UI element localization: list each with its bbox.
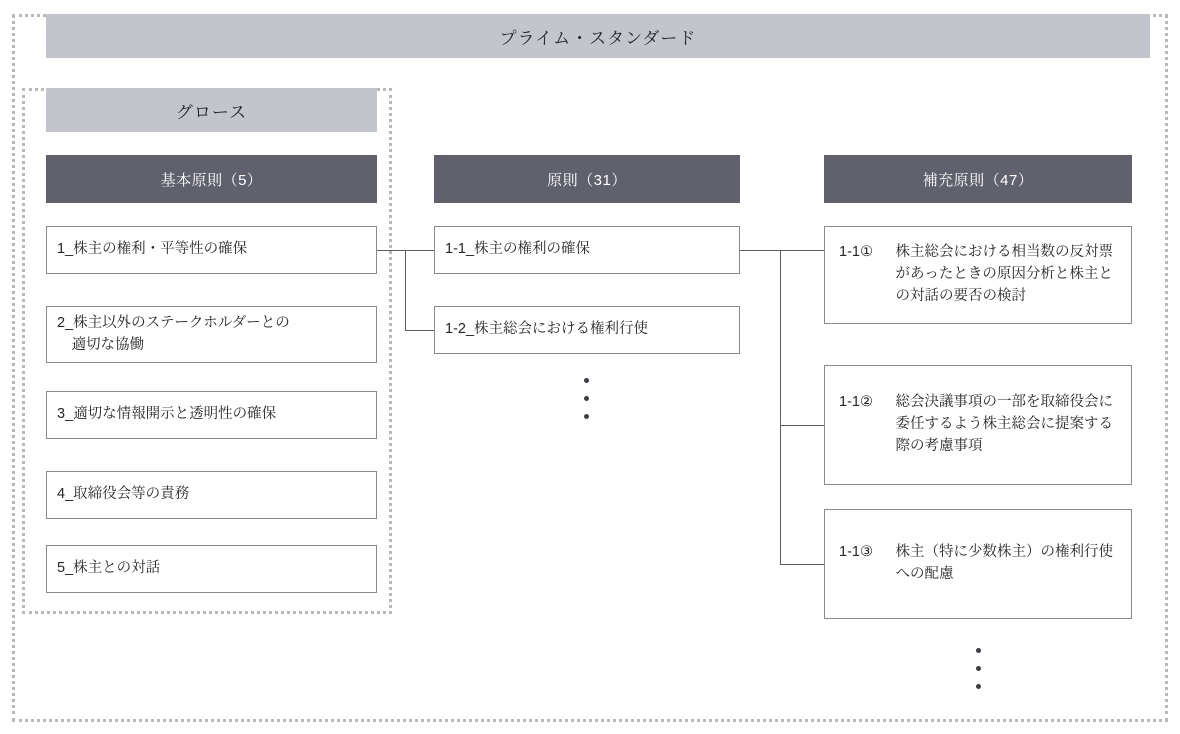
market-band-prime-standard xyxy=(46,14,1150,58)
column-header-supplementary-principles xyxy=(824,155,1132,203)
node-basic-principle-5-label: 5_株主との対話 xyxy=(57,560,161,577)
ellipsis-dot xyxy=(584,378,589,383)
connector-basic-to-principle xyxy=(377,250,405,251)
node-supplementary-1-1-3 xyxy=(824,509,1132,619)
node-supplementary-1-1-2 xyxy=(824,365,1132,485)
market-band-growth xyxy=(46,88,377,132)
column-header-basic-principles xyxy=(46,155,377,203)
connector-principle-1-1 xyxy=(405,250,434,251)
connector-principle-bus xyxy=(405,250,406,330)
column-header-principles-label: 原則（31） xyxy=(547,171,627,189)
node-principle-1-2 xyxy=(434,306,740,354)
node-basic-principle-3 xyxy=(46,391,377,439)
node-basic-principle-2-line1: 2_株主以外のステークホルダーとの xyxy=(57,314,290,331)
node-basic-principle-4-label: 4_取締役会等の責務 xyxy=(57,486,190,503)
ellipsis-dot xyxy=(584,414,589,419)
node-basic-principle-2 xyxy=(46,306,377,363)
ellipsis-dot xyxy=(976,666,981,671)
node-basic-principle-5 xyxy=(46,545,377,593)
ellipsis-dot xyxy=(976,684,981,689)
connector-supplementary-2 xyxy=(780,425,824,426)
node-principle-1-1-label: 1-1_株主の権利の確保 xyxy=(445,241,591,258)
node-supplementary-1-body: 株主総会における相当数の反対票があったときの原因分析と株主との対話の要否の検討 xyxy=(895,244,1114,304)
node-supplementary-1-number: 1-1① xyxy=(839,244,873,261)
node-basic-principle-1-label: 1_株主の権利・平等性の確保 xyxy=(57,241,248,258)
node-supplementary-3-number: 1-1③ xyxy=(839,544,873,561)
market-band-prime-label: プライム・スタンダード xyxy=(499,28,697,48)
node-principle-1-2-label: 1-2_株主総会における権利行使 xyxy=(445,321,649,338)
connector-principle-to-supplementary xyxy=(740,250,780,251)
column-header-supplementary-label: 補充原則（47） xyxy=(922,171,1034,189)
connector-principle-1-2 xyxy=(405,330,434,331)
node-supplementary-1-1-1 xyxy=(824,226,1132,324)
node-basic-principle-3-label: 3_適切な情報開示と透明性の確保 xyxy=(57,406,277,423)
ellipsis-dot xyxy=(976,648,981,653)
column-header-basic-label: 基本原則（5） xyxy=(160,171,263,189)
connector-supplementary-bus xyxy=(780,250,781,564)
node-basic-principle-1 xyxy=(46,226,377,274)
principles-more-ellipsis xyxy=(584,378,589,419)
connector-supplementary-3 xyxy=(780,564,824,565)
node-basic-principle-4 xyxy=(46,471,377,519)
node-principle-1-1 xyxy=(434,226,740,274)
supplementary-more-ellipsis xyxy=(976,648,981,689)
node-supplementary-2-number: 1-1② xyxy=(839,394,873,411)
node-basic-principle-2-line2: 適切な協働 xyxy=(71,336,144,353)
node-supplementary-2-body: 総会決議事項の一部を取締役会に委任するよう株主総会に提案する際の考慮事項 xyxy=(895,394,1114,454)
node-supplementary-3-body: 株主（特に少数株主）の権利行使への配慮 xyxy=(895,544,1114,582)
column-header-principles xyxy=(434,155,740,203)
connector-supplementary-1 xyxy=(780,250,824,251)
market-band-growth-label: グロース xyxy=(175,102,248,122)
ellipsis-dot xyxy=(584,396,589,401)
